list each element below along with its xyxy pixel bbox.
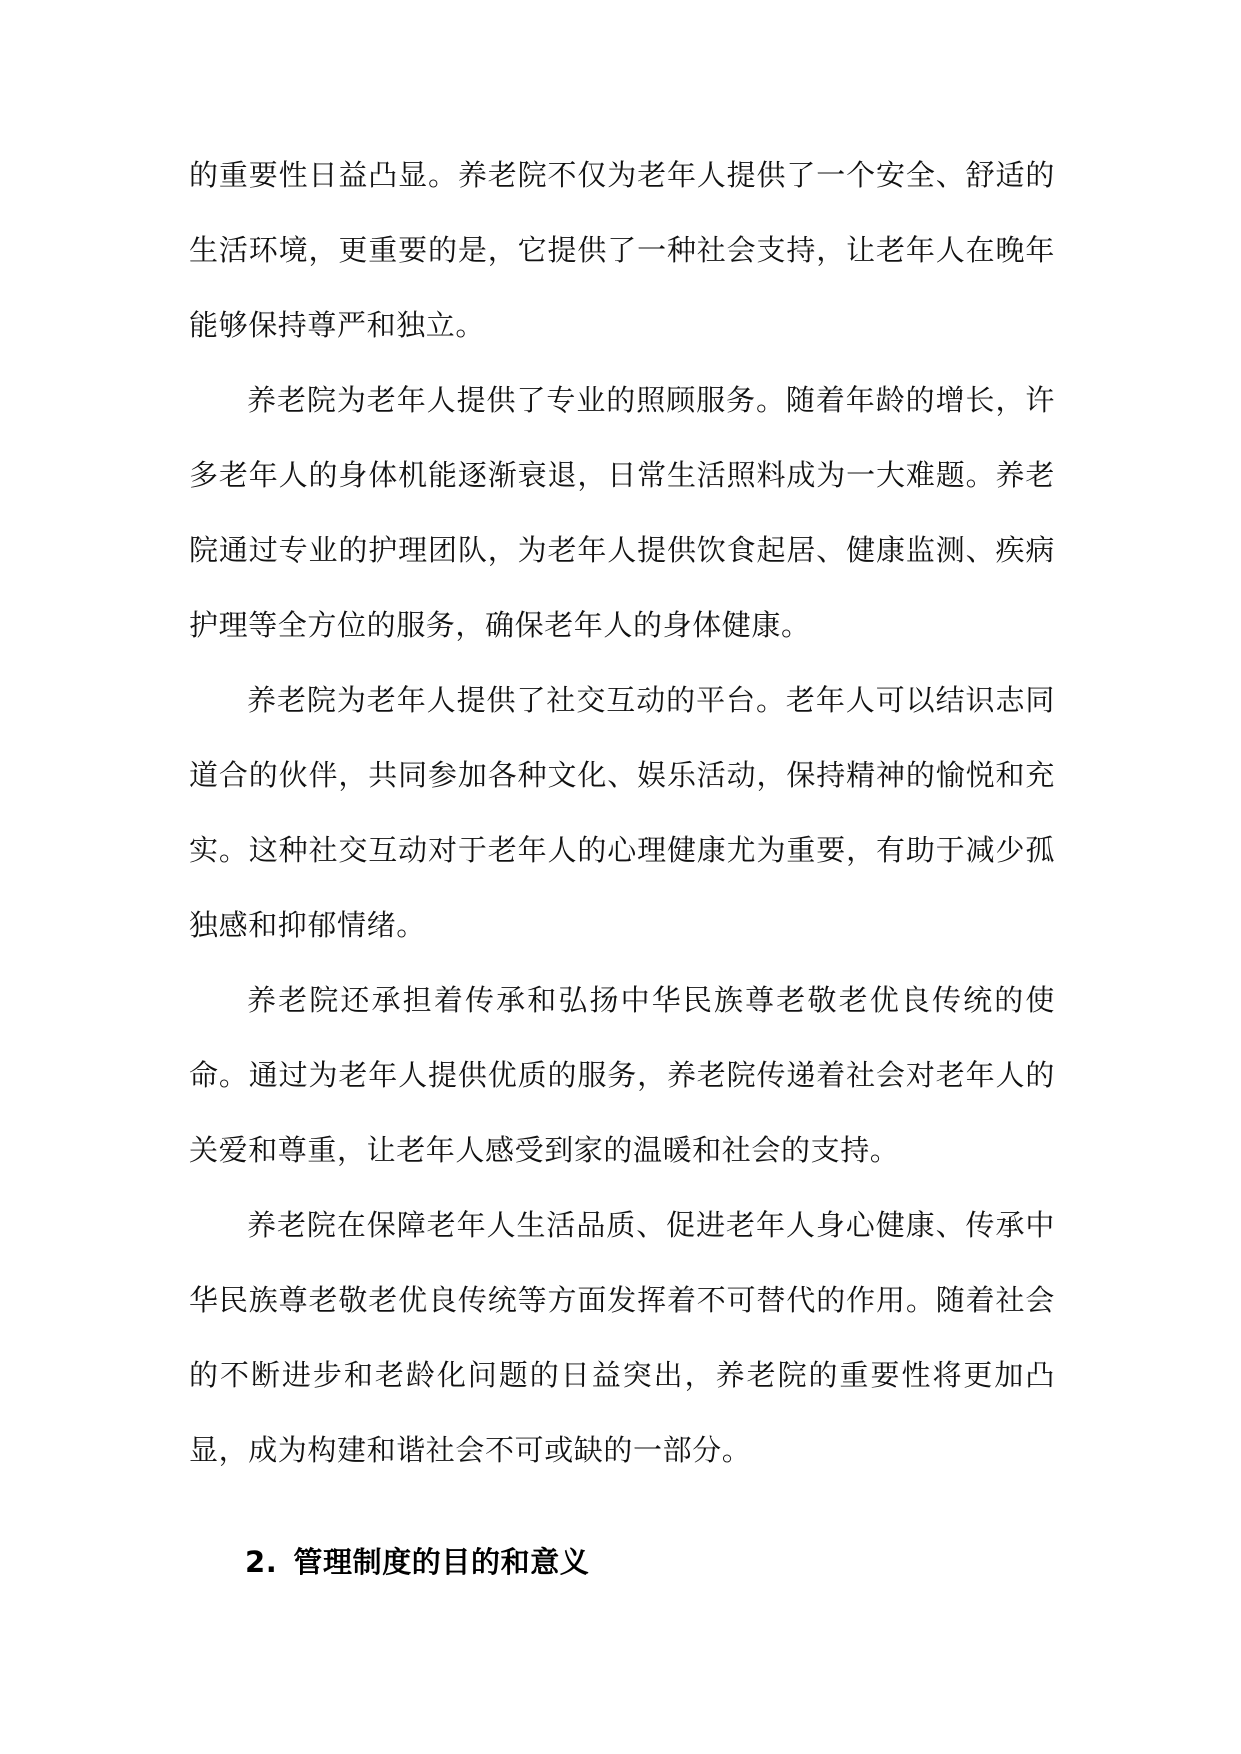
body-text (189, 138, 1055, 1488)
paragraph-continued: 的重要性日益凸显。养老院不仅为老年人提供了一个安全、舒适的生活环境，更重要的是，它提供了一种社会支持，让老年人在晚年能够保持尊严和独立。 (189, 158, 1055, 342)
section-heading (245, 1537, 589, 1587)
paragraph-tradition: 养老院还承担着传承和弘扬中华民族尊老敬老优良传统的使命。通过为老年人提供优质的服务，养老院传递着社会对老年人的关爱和尊重，让老年人感受到家的温暖和社会的支持。 (189, 983, 1055, 1167)
section-title: 管理制度的目的和意义 (293, 1545, 590, 1579)
paragraph-summary: 养老院在保障老年人生活品质、促进老年人身心健康、传承中华民族尊老敬老优良传统等方面发挥着不可替代的作用。随着社会的不断进步和老龄化问题的日益突出，养老院的重要性将更加凸显，成为构建和谐社会不可或缺的一部分。 (189, 1208, 1055, 1467)
paragraph-social-interaction: 养老院为老年人提供了社交互动的平台。老年人可以结识志同道合的伙伴，共同参加各种文化、娱乐活动，保持精神的愉悦和充实。这种社交互动对于老年人的心理健康尤为重要，有助于减少孤独感和抑郁情绪。 (189, 683, 1055, 942)
section-number: 2. (245, 1545, 278, 1579)
paragraph-care-services: 养老院为老年人提供了专业的照顾服务。随着年龄的增长，许多老年人的身体机能逐渐衰退，日常生活照料成为一大难题。养老院通过专业的护理团队，为老年人提供饮食起居、健康监测、疾病护理等全方位的服务，确保老年人的身体健康。 (189, 383, 1055, 642)
